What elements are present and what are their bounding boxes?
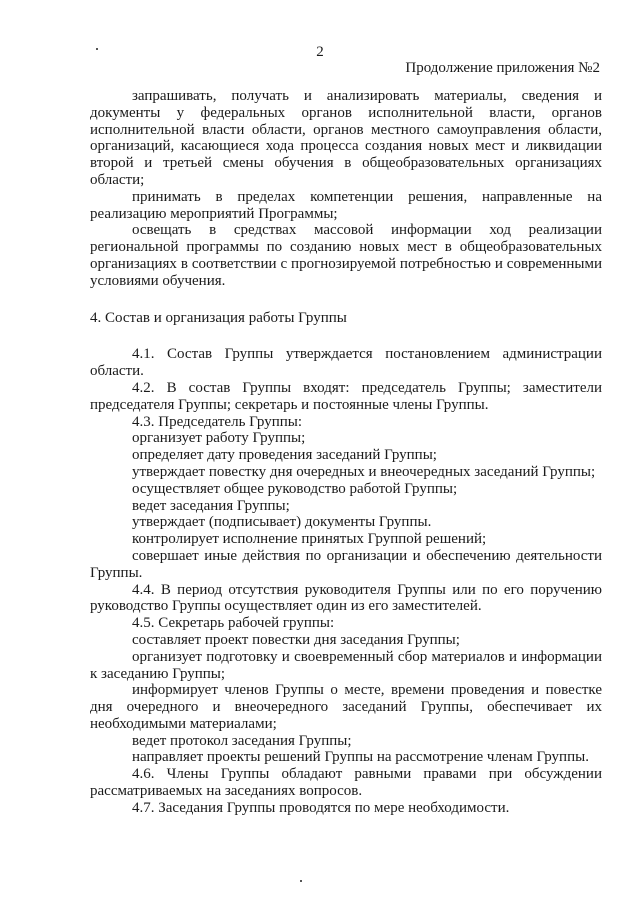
list-item: определяет дату проведения заседаний Группы; (132, 447, 437, 464)
document-body (90, 88, 602, 817)
clause-4-3: 4.3. Председатель Группы: (132, 413, 302, 430)
clause-4-1: 4.1. Состав Группы утверждается постановлением администрации области. (90, 346, 602, 380)
task-list (90, 88, 602, 290)
clause-4-7: 4.7. Заседания Группы проводятся по мере необходимости. (132, 799, 510, 816)
section-content (90, 346, 602, 816)
clause-4-4: 4.4. В период отсутствия руководителя Группы или по его поручению руководство Группы осуществляет один из его заместителей. (90, 581, 602, 615)
list-item: направляет проекты решений Группы на рассмотрение членам Группы. (132, 749, 589, 766)
clause-4-5: 4.5. Секретарь рабочей группы: (132, 615, 335, 632)
list-item: контролирует исполнение принятых Группой решений; (132, 531, 487, 548)
page-number: 2 (316, 44, 324, 60)
appendix-continuation-note: Продолжение приложения №2 (405, 60, 600, 76)
list-item: ведет заседания Группы; (132, 497, 290, 514)
paragraph: принимать в пределах компетенции решения, направленные на реализацию мероприятий Программы; (90, 188, 602, 222)
list-item: организует подготовку и своевременный сбор материалов и информации к заседанию Группы; (90, 648, 602, 682)
scan-speck (300, 880, 302, 882)
list-item: утверждает повестку дня очередных и внеочередных заседаний Группы; (132, 463, 596, 480)
list-item: организует работу Группы; (132, 430, 306, 447)
list-item: осуществляет общее руководство работой Группы; (132, 480, 458, 497)
clause-4-2: 4.2. В состав Группы входят: председатель Группы; заместители председателя Группы; секретарь и постоянные члены Группы. (90, 379, 602, 413)
paragraph: освещать в средствах массовой информации ход реализации региональной программы по созданию новых мест в общеобразовательных организациях в соответствии с прогнозируемой потребностью и современными условиями обучения. (90, 222, 602, 289)
list-item: составляет проект повестки дня заседания Группы; (132, 631, 460, 648)
list-item: информирует членов Группы о месте, времени проведения и повестке дня очередного и внеочередного заседаний Группы, обеспечивает их необходимыми материалами; (90, 682, 602, 732)
clause-4-6: 4.6. Члены Группы обладают равными правами при обсуждении рассматриваемых на заседаниях вопросов. (90, 766, 602, 800)
list-item: совершает иные действия по организации и обеспечению деятельности Группы. (90, 547, 602, 581)
paragraph: запрашивать, получать и анализировать материалы, сведения и документы у федеральных органов исполнительной власти, органов исполнительной власти области, органов местного самоуправления области, организаций, касающиеся хода процесса создания новых мест и ликвидации второй и третьей смены обучения в общеобразовательных организациях области; (90, 88, 602, 188)
list-item: утверждает (подписывает) документы Группы. (132, 514, 432, 531)
section-heading: 4. Состав и организация работы Группы (90, 309, 347, 326)
list-item: ведет протокол заседания Группы; (132, 732, 352, 749)
